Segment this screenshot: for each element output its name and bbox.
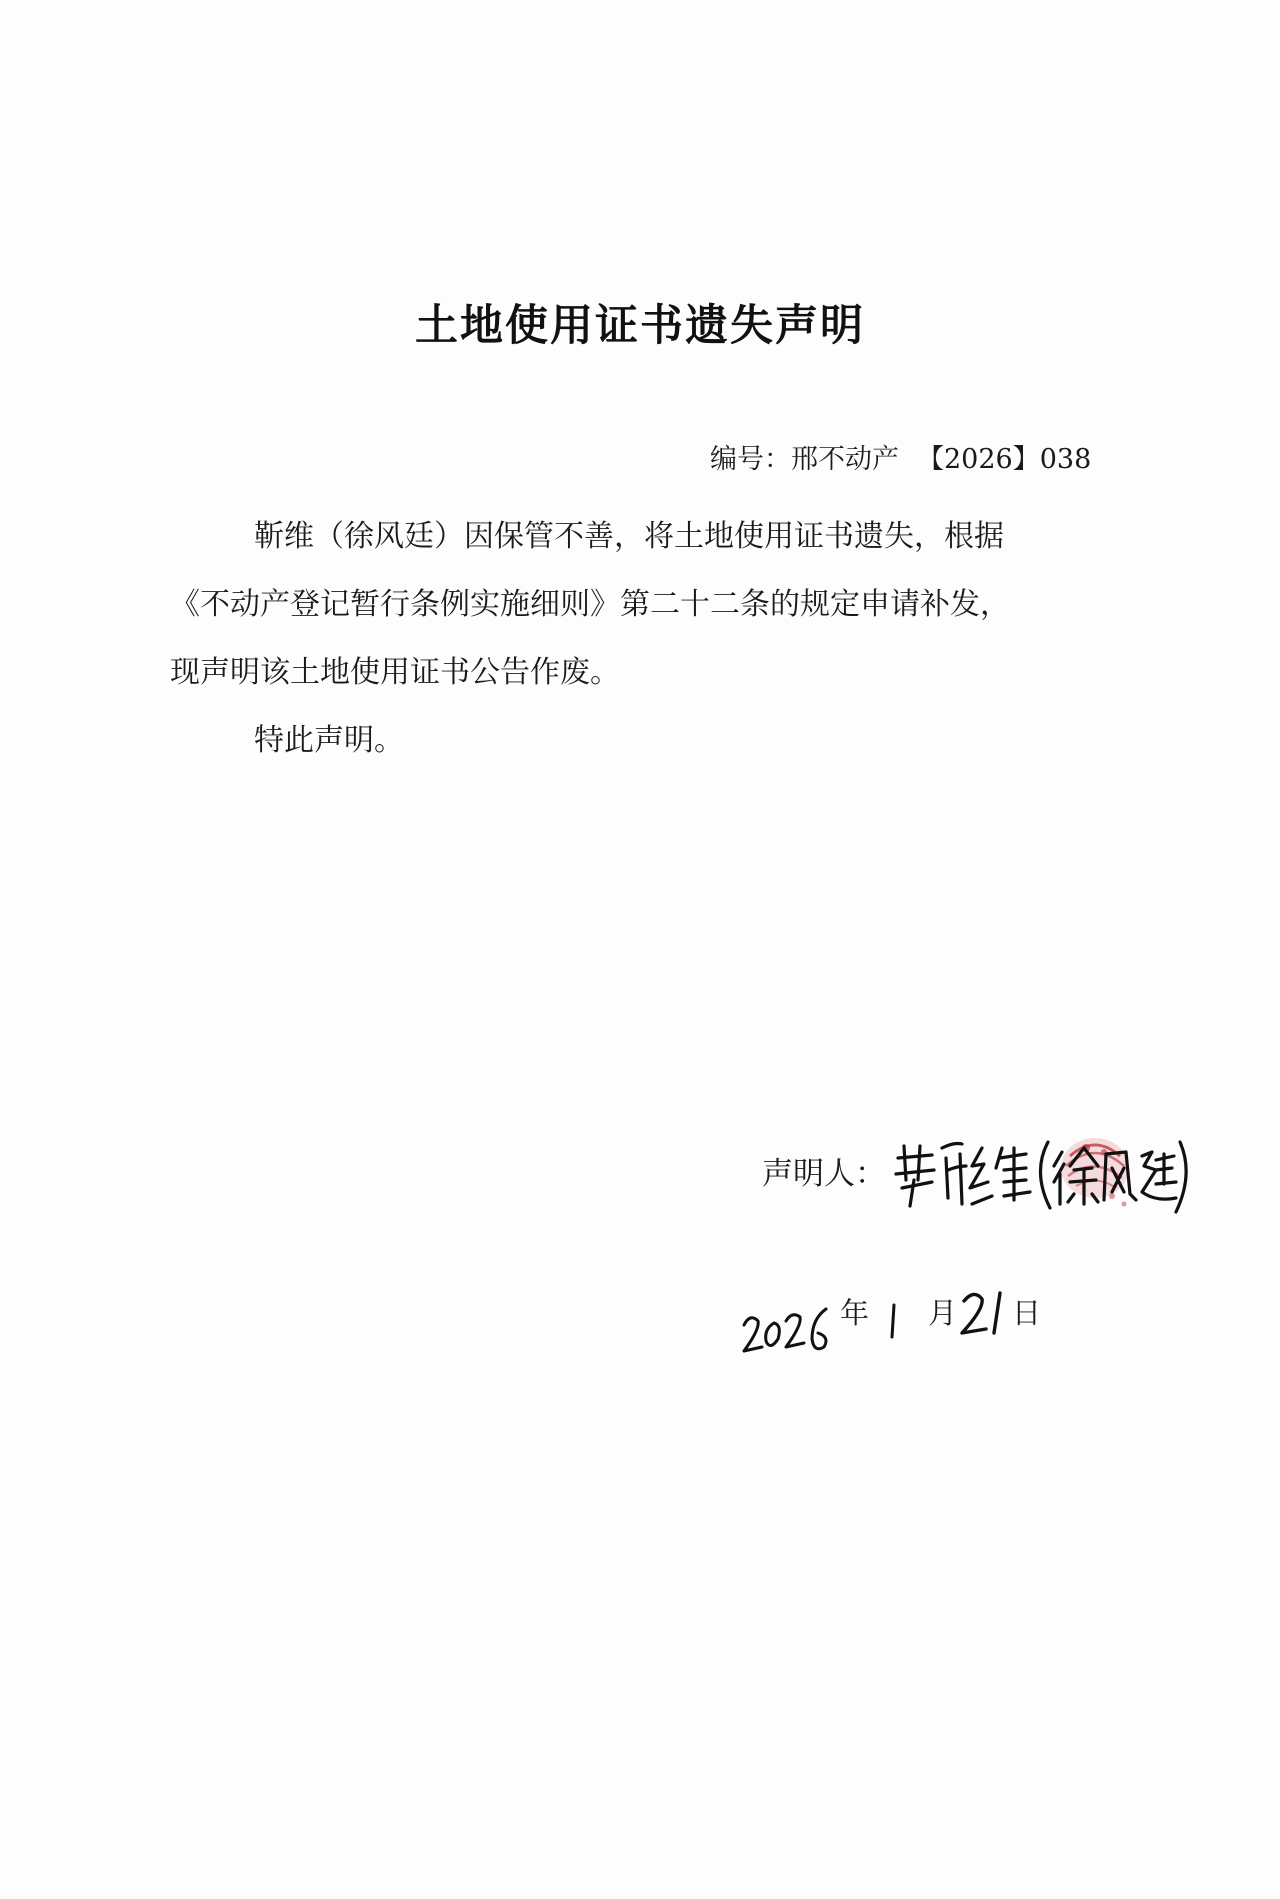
document-title: 土地使用证书遗失声明: [415, 301, 865, 351]
date-row: [740, 1285, 1100, 1365]
document-number-label: 编号：邢不动产: [710, 444, 899, 475]
handwritten-day: [960, 1287, 1010, 1339]
handwritten-signature: [890, 1118, 1190, 1238]
body-line-1: 靳维（徐风廷）因保管不善，将土地使用证书遗失，根据: [254, 519, 1004, 554]
declarant-block: [762, 1138, 1182, 1258]
date-day-unit: 日: [1012, 1296, 1042, 1330]
date-month-unit: 月: [928, 1296, 958, 1330]
handwritten-year: [740, 1299, 836, 1361]
handwritten-month: [882, 1301, 906, 1341]
document-number-code: 【2026】038: [917, 444, 1092, 475]
body-line-3: 现声明该土地使用证书公告作废。: [170, 655, 620, 690]
date-year-unit: 年: [840, 1296, 870, 1330]
closing-statement: 特此声明。: [254, 723, 404, 758]
declarant-label: 声明人：: [762, 1156, 886, 1192]
body-line-2: 《不动产登记暂行条例实施细则》第二十二条的规定申请补发，: [170, 587, 1010, 622]
document-body: [170, 503, 1150, 775]
document-number: [710, 437, 1091, 476]
